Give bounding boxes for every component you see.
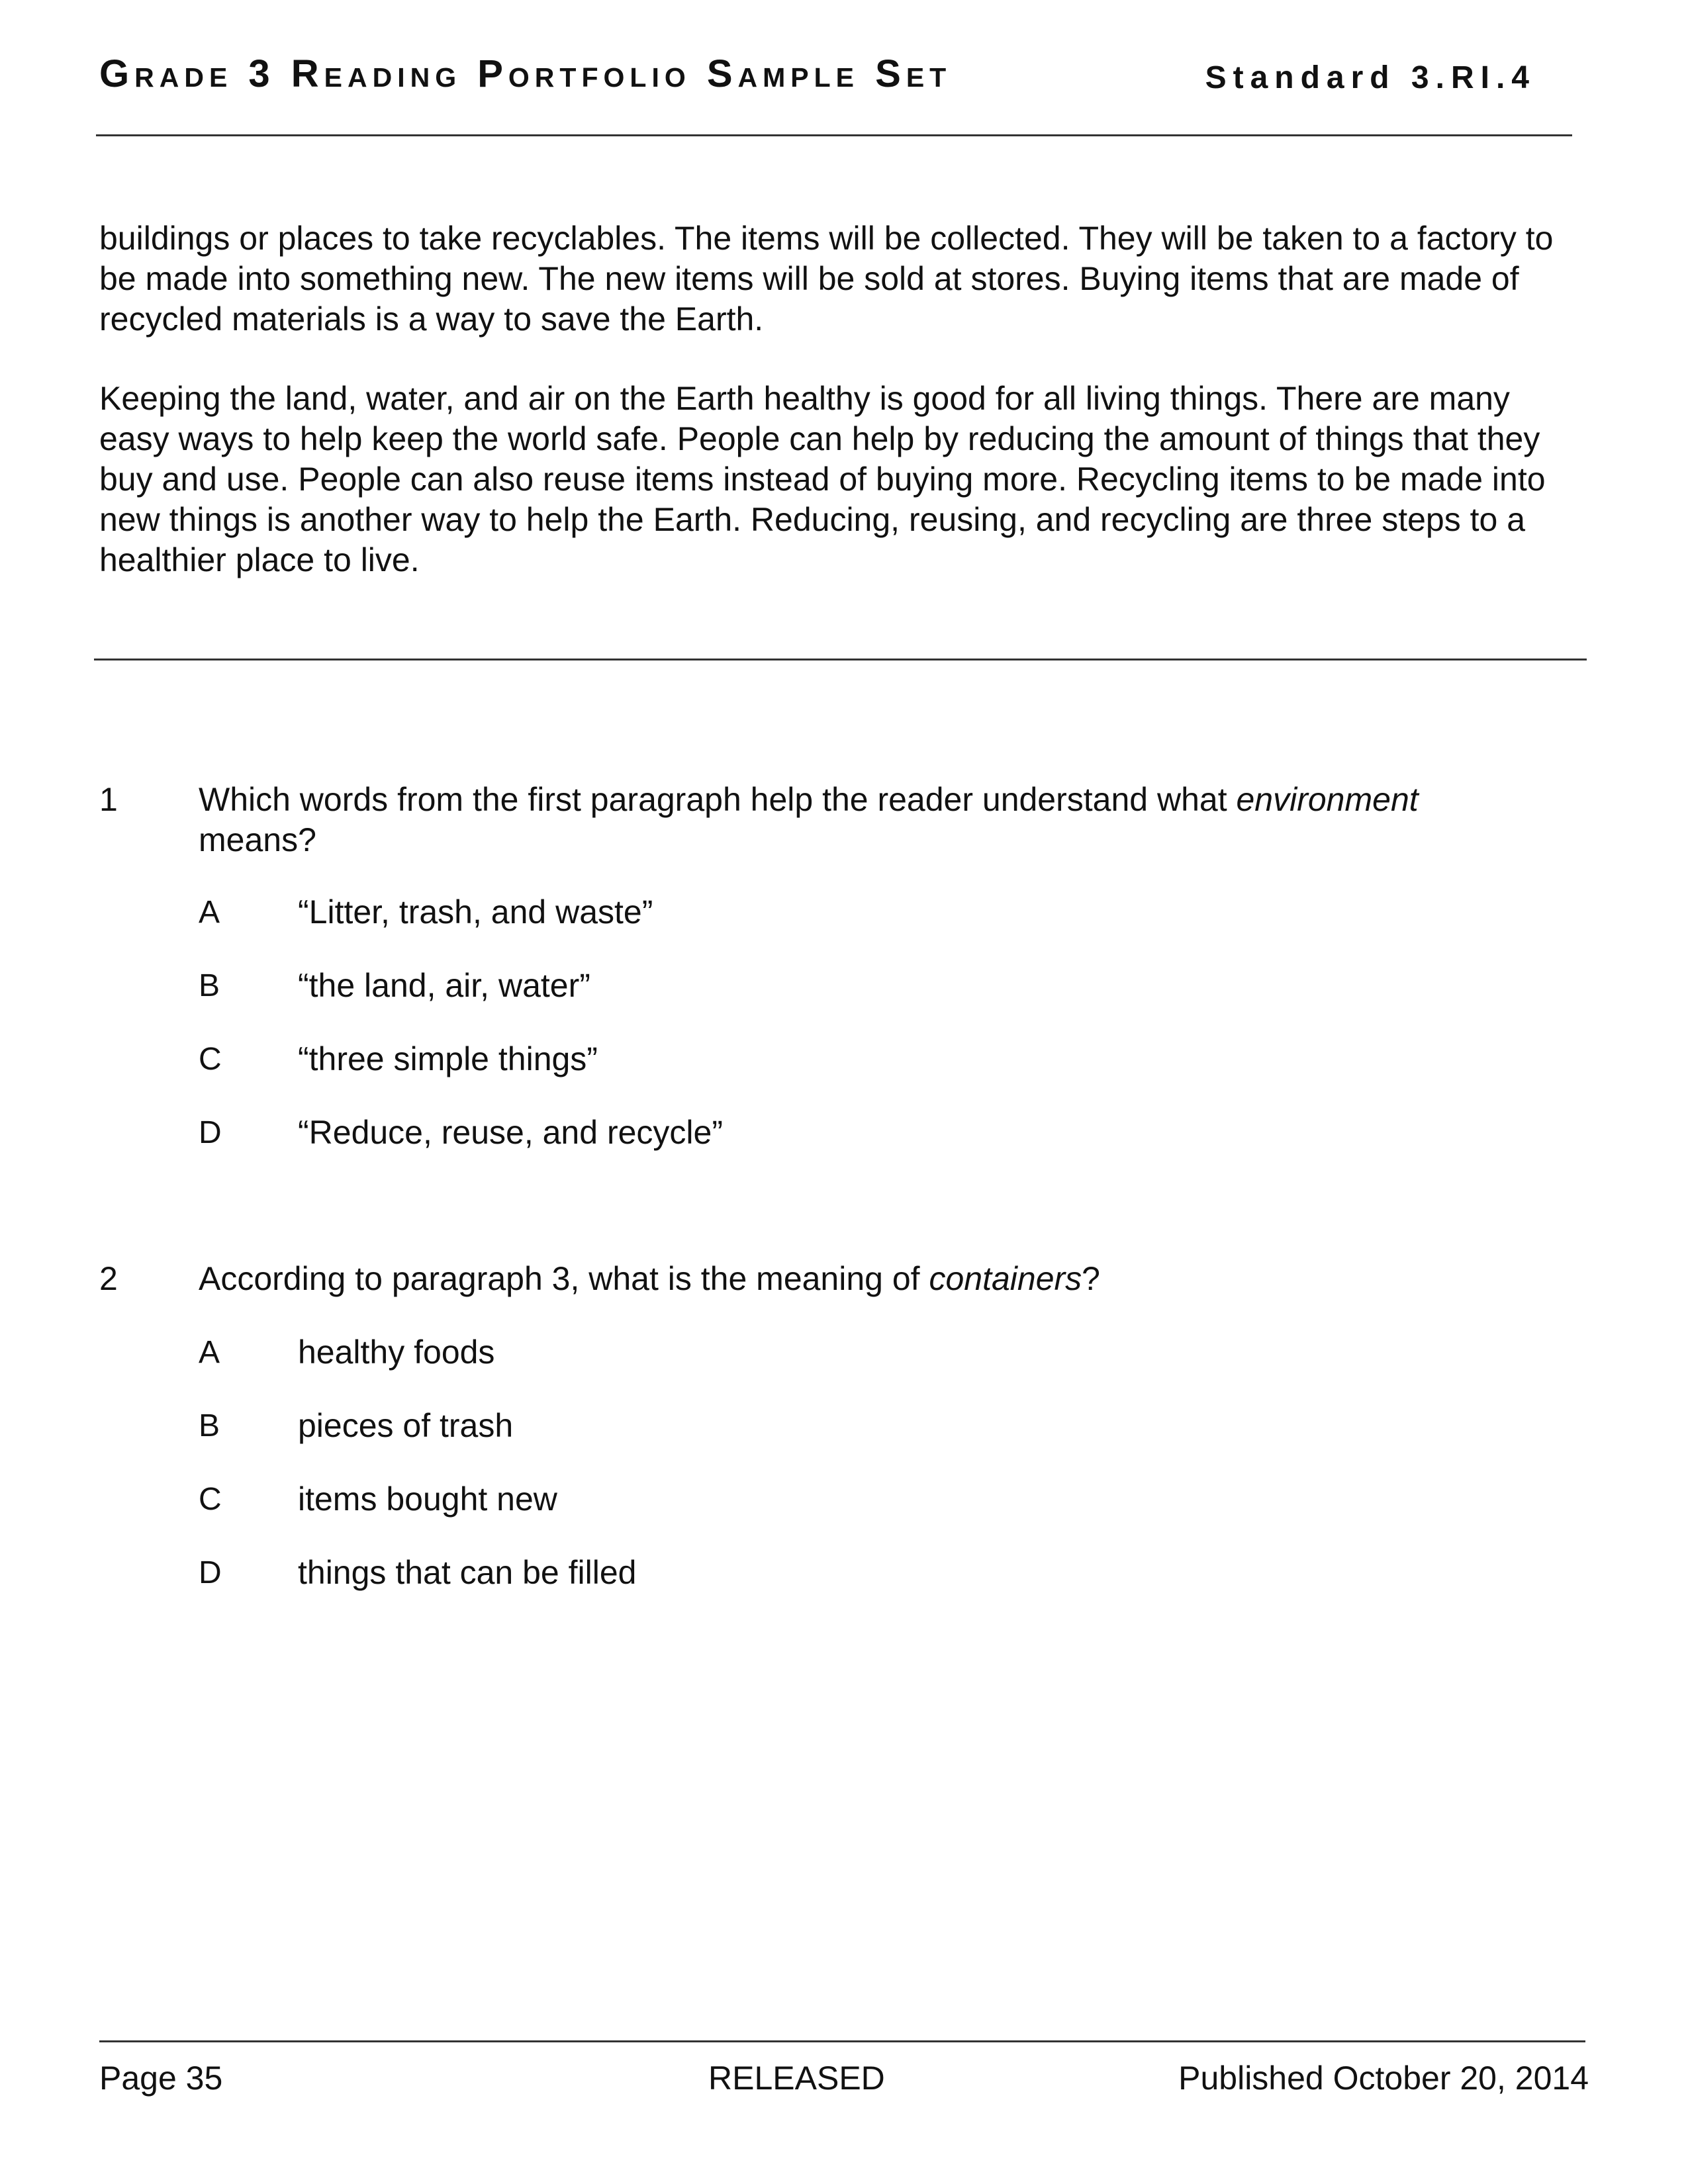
footer-published-date: Published October 20, 2014 [1178, 2060, 1589, 2097]
passage-divider [94, 659, 1587, 660]
option-text: healthy foods [298, 1334, 495, 1371]
question-number: 2 [99, 1260, 118, 1297]
option-text: “Litter, trash, and waste” [298, 893, 653, 931]
question-stem [199, 1259, 1456, 1299]
header-standard: Standard 3.RI.4 [1205, 60, 1536, 95]
option-text: “the land, air, water” [298, 967, 590, 1004]
option-text: things that can be filled [298, 1554, 637, 1591]
option-letter: C [199, 1482, 222, 1517]
option-text: pieces of trash [298, 1407, 514, 1444]
option-text: “Reduce, reuse, and recycle” [298, 1114, 723, 1151]
option-letter: A [199, 895, 220, 930]
passage-paragraph [99, 218, 1582, 340]
footer-page-number: Page 35 [99, 2060, 223, 2097]
question-stem [199, 780, 1456, 860]
footer-rule [99, 2040, 1585, 2042]
passage-paragraph [99, 379, 1582, 580]
question-stem-text: ? [1082, 1260, 1100, 1297]
option-letter: C [199, 1042, 222, 1077]
option-letter: A [199, 1335, 220, 1370]
question-number: 1 [99, 781, 118, 818]
header-rule [96, 134, 1572, 136]
option-letter: D [199, 1555, 222, 1590]
question-stem-text: According to paragraph 3, what is the meaning of [199, 1260, 920, 1297]
passage-paragraph-text: buildings or places to take recyclables. The items will be collected. They will be taken to a factory to be made into something new. The new items will be sold at stores. Buying items that are made of recycled materials is a way to save the Earth. [99, 220, 1554, 338]
question-stem-text: Which words from the first paragraph help the reader understand what [199, 781, 1227, 818]
passage-paragraph-text: Keeping the land, water, and air on the Earth healthy is good for all living things. There are many easy ways to help keep the world safe. People can help by reducing the amount of things that they buy and use. People can also reuse items instead of buying more. Recycling items to be made into new things is another way to help the Earth. Reducing, reusing, and recycling are three steps to a healthier place to live. [99, 380, 1546, 578]
option-letter: D [199, 1115, 222, 1150]
option-letter: B [199, 968, 220, 1003]
question-stem-emphasis: environment [1236, 781, 1419, 818]
header-title: Grade 3 Reading Portfolio Sample Set [99, 52, 952, 95]
option-text: items bought new [298, 1480, 557, 1518]
option-letter: B [199, 1408, 220, 1443]
question-stem-text: means? [199, 821, 316, 858]
option-text: “three simple things” [298, 1040, 598, 1077]
question-stem-emphasis: containers [929, 1260, 1082, 1297]
footer-status: RELEASED [708, 2060, 885, 2097]
